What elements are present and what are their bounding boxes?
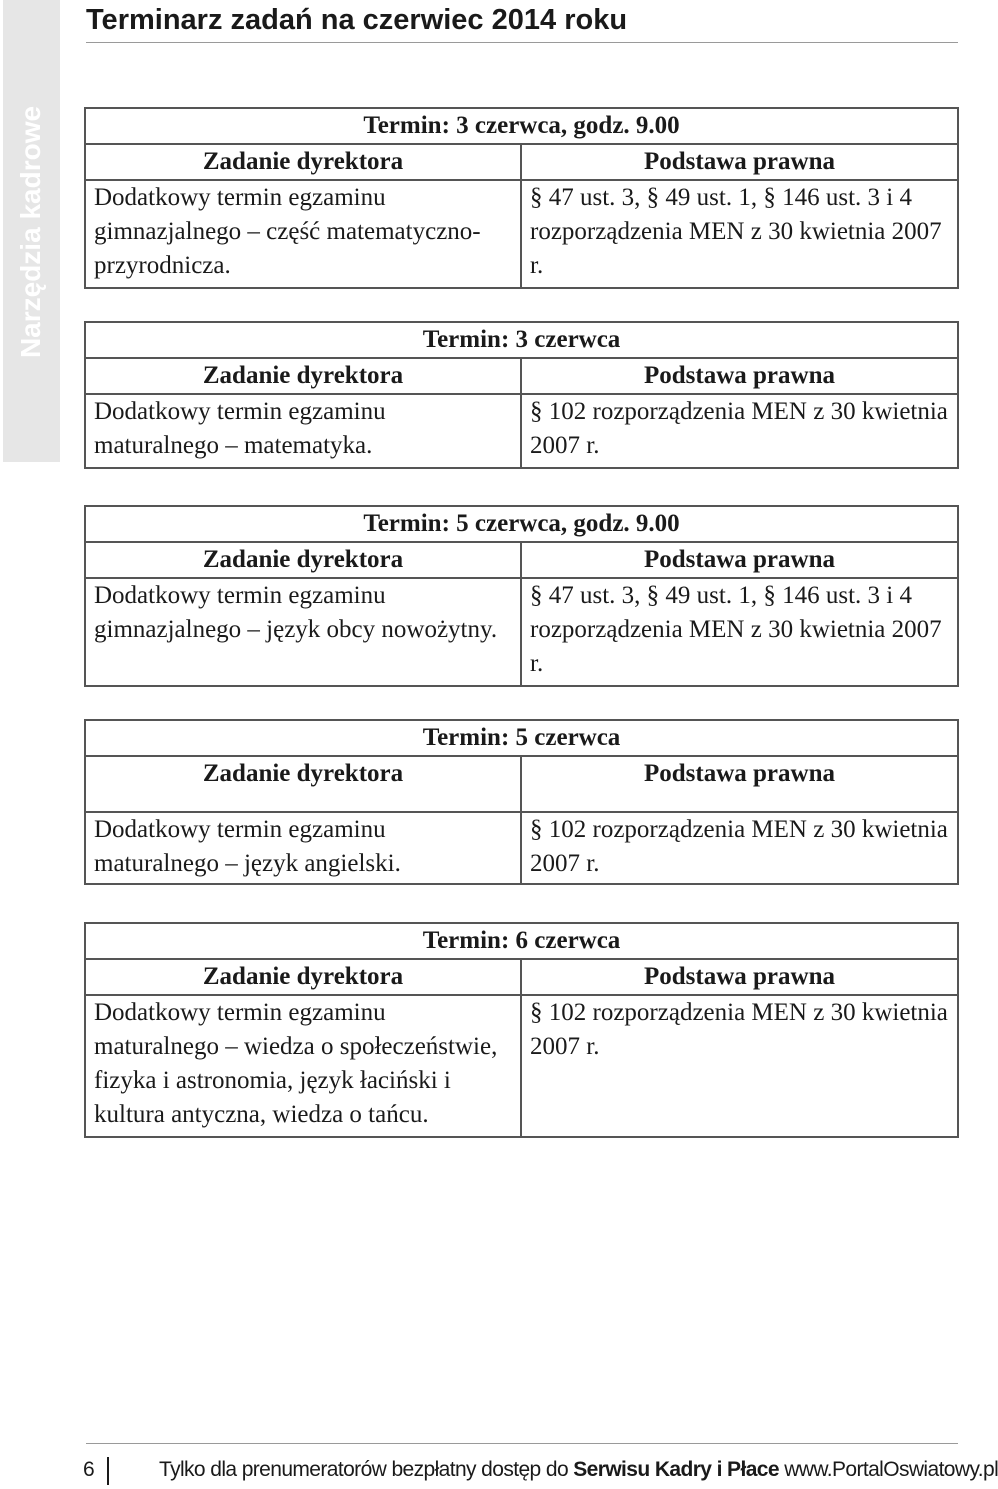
footer-divider bbox=[86, 1443, 958, 1444]
page-title: Terminarz zadań na czerwiec 2014 roku bbox=[86, 4, 628, 36]
deadline-table bbox=[84, 107, 959, 289]
task-cell bbox=[85, 812, 521, 884]
task-column-header: Zadanie dyrektora bbox=[85, 959, 521, 995]
legal-basis-cell bbox=[521, 180, 958, 288]
deadline-table bbox=[84, 505, 959, 687]
task-text: Dodatkowy termin egzaminu maturalnego – matematyka. bbox=[94, 398, 386, 459]
legal-basis-column-header: Podstawa prawna bbox=[521, 358, 958, 394]
legal-basis-text: § 47 ust. 3, § 49 ust. 1, § 146 ust. 3 i 4 rozporządzenia MEN z 30 kwietnia 2007 r. bbox=[530, 582, 942, 677]
task-text: Dodatkowy termin egzaminu gimnazjalnego – język obcy nowożytny. bbox=[94, 582, 498, 643]
service-name: Serwisu Kadry i Płace bbox=[573, 1458, 779, 1481]
legal-basis-cell bbox=[521, 578, 958, 686]
task-column-header: Zadanie dyrektora bbox=[85, 542, 521, 578]
legal-basis-cell bbox=[521, 394, 958, 468]
legal-basis-column-header: Podstawa prawna bbox=[521, 959, 958, 995]
legal-basis-cell bbox=[521, 995, 958, 1137]
deadline-table bbox=[84, 719, 959, 885]
deadline-heading: Termin: 5 czerwca bbox=[85, 720, 958, 756]
deadline-heading: Termin: 6 czerwca bbox=[85, 923, 958, 959]
task-column-header: Zadanie dyrektora bbox=[85, 358, 521, 394]
task-text: Dodatkowy termin egzaminu maturalnego – wiedza o społeczeństwie, fizyka i astronomia, język łaciński i kultura antyczna, wiedza o tańcu. bbox=[94, 999, 498, 1128]
footer-note-prefix: Tylko dla prenumeratorów bezpłatny dostęp do bbox=[159, 1458, 574, 1481]
deadline-heading: Termin: 3 czerwca, godz. 9.00 bbox=[85, 108, 958, 144]
page-footer bbox=[83, 1453, 998, 1487]
task-cell bbox=[85, 995, 521, 1137]
legal-basis-cell bbox=[521, 812, 958, 884]
task-cell bbox=[85, 394, 521, 468]
task-cell bbox=[85, 180, 521, 288]
title-divider bbox=[86, 42, 958, 43]
deadline-heading: Termin: 5 czerwca, godz. 9.00 bbox=[85, 506, 958, 542]
legal-basis-column-header: Podstawa prawna bbox=[521, 144, 958, 180]
task-text: Dodatkowy termin egzaminu gimnazjalnego – część matematyczno-przyrodnicza. bbox=[94, 184, 481, 279]
task-column-header: Zadanie dyrektora bbox=[85, 756, 521, 812]
legal-basis-text: § 102 rozporządzenia MEN z 30 kwietnia 2007 r. bbox=[530, 816, 948, 877]
task-column-header: Zadanie dyrektora bbox=[85, 144, 521, 180]
section-side-tab bbox=[3, 0, 60, 462]
deadline-heading: Termin: 3 czerwca bbox=[85, 322, 958, 358]
legal-basis-column-header: Podstawa prawna bbox=[521, 542, 958, 578]
deadline-table bbox=[84, 922, 959, 1138]
page-number: 6 bbox=[83, 1458, 95, 1481]
legal-basis-text: § 102 rozporządzenia MEN z 30 kwietnia 2007 r. bbox=[530, 398, 948, 459]
task-text: Dodatkowy termin egzaminu maturalnego – język angielski. bbox=[94, 816, 401, 877]
deadline-table bbox=[84, 321, 959, 469]
legal-basis-text: § 47 ust. 3, § 49 ust. 1, § 146 ust. 3 i 4 rozporządzenia MEN z 30 kwietnia 2007 r. bbox=[530, 184, 942, 279]
footer-note bbox=[159, 1453, 998, 1487]
task-cell bbox=[85, 578, 521, 686]
legal-basis-text: § 102 rozporządzenia MEN z 30 kwietnia 2007 r. bbox=[530, 999, 948, 1060]
page-number-separator bbox=[107, 1457, 109, 1485]
website-link[interactable]: www.PortalOswiatowy.pl bbox=[778, 1458, 998, 1481]
section-label: Narzędzia kadrowe bbox=[15, 105, 46, 359]
legal-basis-column-header: Podstawa prawna bbox=[521, 756, 958, 812]
